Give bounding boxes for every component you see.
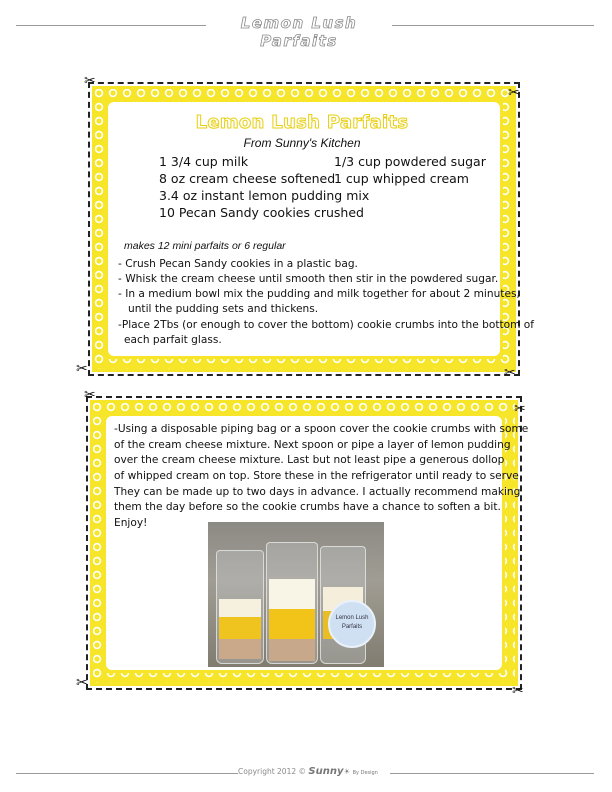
jar <box>216 550 264 664</box>
scissors-icon: ✂ <box>76 361 88 377</box>
copyright-icon: © <box>298 767 307 776</box>
scissors-icon: ✂ <box>512 683 524 699</box>
step-line: - Crush Pecan Sandy cookies in a plastic bag. <box>118 258 358 270</box>
instruction-line: of whipped cream on top. Store these in the refrigerator until ready to serve. <box>114 470 523 482</box>
footer-rule-right <box>390 773 594 774</box>
instruction-line: Enjoy! <box>114 517 148 529</box>
photo-tag: Lemon Lush Parfaits <box>328 600 376 648</box>
header-rule-left <box>16 25 206 26</box>
step-line: -Place 2Tbs (or enough to cover the bottom) cookie crumbs into the bottom of <box>118 319 535 331</box>
header-title: Lemon Lush Parfaits <box>240 14 358 50</box>
ingredient: 3.4 oz instant lemon pudding mix <box>159 188 370 203</box>
footer <box>238 766 390 777</box>
scissors-icon: ✂ <box>504 365 516 381</box>
step-line: until the pudding sets and thickens. <box>128 303 319 315</box>
scissors-icon: ✂ <box>76 675 88 691</box>
jar <box>266 542 318 664</box>
ingredient: 1 3/4 cup milk <box>159 154 249 169</box>
header-rule-right <box>392 25 594 26</box>
brand-logo: Sunny <box>308 766 344 777</box>
ingredient: 8 oz cream cheese softened <box>159 171 336 186</box>
ingredient: 1 cup whipped cream <box>334 171 469 186</box>
scissors-icon: ✂ <box>514 401 526 417</box>
instruction-line: over the cream cheese mixture. Last but not least pipe a generous dollop <box>114 454 505 466</box>
scissors-icon: ✂ <box>84 387 96 403</box>
recipe-subtitle: From Sunny's Kitchen <box>243 136 361 150</box>
ingredient: 10 Pecan Sandy cookies crushed <box>159 205 364 220</box>
instruction-line: -Using a disposable piping bag or a spoon cover the cookie crumbs with some <box>114 423 529 435</box>
step-line: each parfait glass. <box>124 334 222 346</box>
step-line: - Whisk the cream cheese until smooth then stir in the powdered sugar. <box>118 273 499 285</box>
instruction-line: They can be made up to two days in advance. I actually recommend making <box>114 486 521 498</box>
recipe-title: Lemon Lush Parfaits <box>195 112 409 133</box>
instruction-line: them the day before so the cookie crumbs have a chance to soften a bit. <box>114 501 501 513</box>
sun-logo-icon: ☀ <box>343 767 351 776</box>
scissors-icon: ✂ <box>508 85 520 101</box>
scissors-icon: ✂ <box>84 73 96 89</box>
footer-rule-left <box>16 773 238 774</box>
brand-suffix: By Design <box>352 770 378 776</box>
ingredient: 1/3 cup powdered sugar <box>334 154 486 169</box>
step-line: - In a medium bowl mix the pudding and milk together for about 2 minutes, <box>118 288 520 300</box>
yield-note: makes 12 mini parfaits or 6 regular <box>124 240 286 252</box>
parfait-photo <box>208 522 384 667</box>
instruction-line: of the cream cheese mixture. Next spoon or pipe a layer of lemon pudding <box>114 439 511 451</box>
copyright-text: Copyright 2012 <box>238 767 297 776</box>
